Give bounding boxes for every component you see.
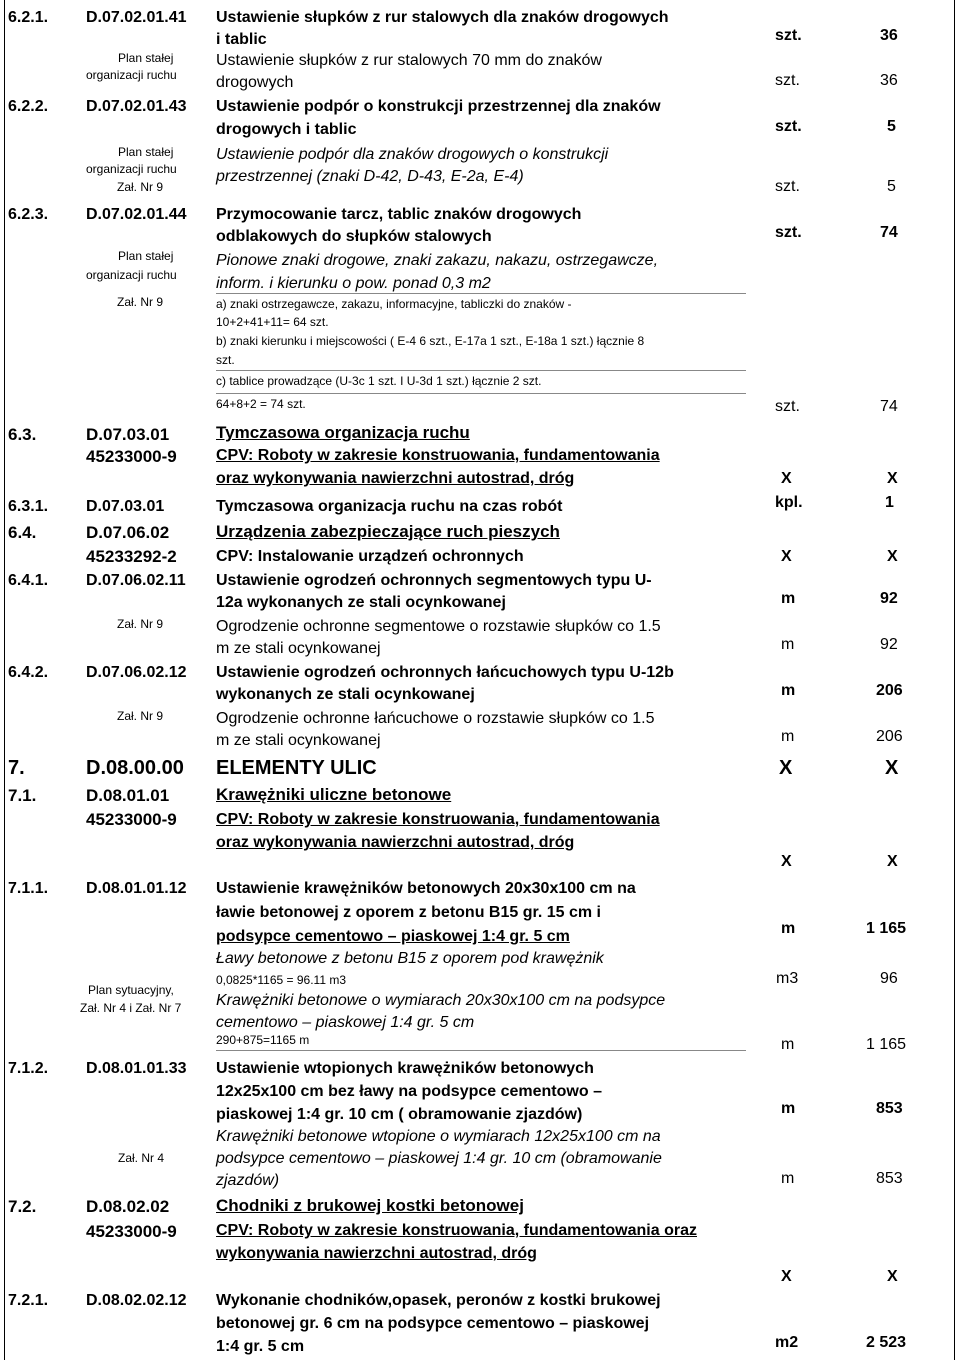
table-cell: szt. xyxy=(775,224,802,241)
table-cell: m xyxy=(781,1036,795,1053)
table-cell: szt. xyxy=(775,27,802,44)
table-cell: X xyxy=(887,853,898,870)
table-cell: m xyxy=(781,728,795,745)
table-cell: 45233000-9 xyxy=(86,1222,177,1241)
table-cell: D.08.02.02 xyxy=(86,1197,170,1216)
table-cell: 45233000-9 xyxy=(86,447,177,466)
table-cell: Zał. Nr 9 xyxy=(117,709,164,723)
table-cell: CPV: Roboty w zakresie konstruowania, fundamentowania xyxy=(216,811,660,828)
table-cell: Ustawienie podpór o konstrukcji przestrzennej dla znaków xyxy=(216,98,661,115)
table-cell: cementowo – piaskowej 1:4 gr. 5 cm xyxy=(216,1014,475,1031)
table-cell: D.07.02.01.43 xyxy=(86,98,187,115)
table-cell: Ustawienie słupków z rur stalowych 70 mm do znaków xyxy=(216,52,602,69)
table-cell: Ustawienie słupków z rur stalowych dla znaków drogowych xyxy=(216,9,669,26)
table-cell: m xyxy=(781,920,796,937)
table-cell: organizacji ruchu xyxy=(86,162,177,176)
table-cell: c) tablice prowadzące (U-3c 1 szt. I U-3d 1 szt.) łącznie 2 szt. xyxy=(216,374,542,388)
table-rule xyxy=(216,370,746,371)
table-cell: Krawężniki betonowe o wymiarach 20x30x100 cm na podsypce xyxy=(216,992,666,1009)
table-cell: szt. xyxy=(775,118,802,135)
table-cell: ELEMENTY ULIC xyxy=(216,757,377,779)
table-cell: Urządzenia zabezpieczające ruch pieszych xyxy=(216,522,560,541)
table-cell: 12a wykonanych ze stali ocynkowanej xyxy=(216,594,506,611)
table-cell: D.07.06.02.12 xyxy=(86,664,187,681)
table-cell: D.07.06.02.11 xyxy=(86,572,186,589)
table-cell: Tymczasowa organizacja ruchu na czas robót xyxy=(216,498,563,515)
table-cell: 74 xyxy=(880,398,898,415)
table-cell: m xyxy=(781,636,795,653)
table-rule xyxy=(216,393,746,394)
table-cell: piaskowej 1:4 gr. 10 cm ( obramowanie zjazdów) xyxy=(216,1106,583,1123)
table-cell: szt. xyxy=(775,178,800,195)
table-cell: 290+875=1165 m xyxy=(216,1033,310,1047)
table-cell: 853 xyxy=(876,1170,903,1187)
table-cell: 6.3. xyxy=(8,425,37,444)
table-cell: 10+2+41+11= 64 szt. xyxy=(216,315,329,329)
table-cell: D.07.02.01.41 xyxy=(86,9,187,26)
table-cell: D.07.06.02 xyxy=(86,523,170,542)
table-cell: 6.3.1. xyxy=(8,498,49,515)
table-cell: 7.2.1. xyxy=(8,1292,49,1309)
table-cell: X xyxy=(779,757,793,779)
table-border-left xyxy=(4,0,5,1360)
table-cell: 7. xyxy=(8,757,25,779)
table-cell: 12x25x100 cm bez ławy na podsypce cementowo – xyxy=(216,1083,602,1100)
table-cell: D.07.02.01.44 xyxy=(86,206,187,223)
table-cell: m xyxy=(781,682,796,699)
table-cell: szt. xyxy=(775,398,800,415)
table-cell: Ustawienie wtopionych krawężników betonowych xyxy=(216,1060,594,1077)
table-rule xyxy=(216,1050,746,1051)
table-border-right xyxy=(954,0,955,1360)
table-cell: Ogrodzenie ochronne segmentowe o rozstawie słupków co 1.5 xyxy=(216,618,661,635)
table-cell: 6.4. xyxy=(8,523,37,542)
table-cell: Krawężniki uliczne betonowe xyxy=(216,785,452,804)
table-cell: oraz wykonywania nawierzchni autostrad, dróg xyxy=(216,470,575,487)
table-cell: drogowych i tablic xyxy=(216,121,357,138)
table-cell: 92 xyxy=(880,636,898,653)
table-cell: 36 xyxy=(880,72,898,89)
table-cell: D.07.03.01 xyxy=(86,425,170,444)
table-cell: Plan stałej xyxy=(118,249,174,263)
table-cell: X xyxy=(781,1268,792,1285)
table-cell: m xyxy=(781,1100,796,1117)
table-cell: 7.1. xyxy=(8,786,37,805)
table-cell: oraz wykonywania nawierzchni autostrad, dróg xyxy=(216,834,575,851)
table-cell: 853 xyxy=(876,1100,903,1117)
table-cell: 1:4 gr. 5 cm xyxy=(216,1338,305,1355)
table-cell: kpl. xyxy=(775,494,803,511)
table-cell: Zał. Nr 9 xyxy=(117,617,164,631)
table-cell: D.08.02.02.12 xyxy=(86,1292,187,1309)
table-cell: m xyxy=(781,590,796,607)
table-cell: 45233000-9 xyxy=(86,810,177,829)
table-cell: Ustawienie krawężników betonowych 20x30x100 cm na xyxy=(216,880,636,897)
table-cell: 6.4.1. xyxy=(8,572,49,589)
table-cell: odblakowych do słupków stalowych xyxy=(216,228,492,245)
table-cell: Plan sytuacyjny, xyxy=(88,983,174,997)
table-cell: 7.2. xyxy=(8,1197,37,1216)
table-cell: Pionowe znaki drogowe, znaki zakazu, nakazu, ostrzegawcze, xyxy=(216,252,659,269)
table-cell: 74 xyxy=(880,224,898,241)
table-cell: 1 165 xyxy=(866,920,907,937)
table-cell: 64+8+2 = 74 szt. xyxy=(216,397,306,411)
table-cell: X xyxy=(887,470,898,487)
table-cell: 206 xyxy=(876,728,903,745)
table-cell: m xyxy=(781,1170,795,1187)
table-cell: szt. xyxy=(216,353,235,367)
table-cell: 5 xyxy=(887,178,896,195)
table-cell: a) znaki ostrzegawcze, zakazu, informacyjne, tabliczki do znaków - xyxy=(216,297,572,311)
table-cell: 5 xyxy=(887,118,896,135)
table-cell: X xyxy=(781,548,792,565)
table-cell: 206 xyxy=(876,682,903,699)
table-cell: 2 523 xyxy=(866,1334,907,1351)
table-cell: CPV: Instalowanie urządzeń ochronnych xyxy=(216,548,524,565)
table-cell: i tablic xyxy=(216,31,267,48)
table-cell: m2 xyxy=(775,1334,799,1351)
table-cell: X xyxy=(887,548,898,565)
table-cell: 1 xyxy=(885,494,894,511)
table-cell: X xyxy=(885,757,899,779)
table-cell: 0,0825*1165 = 96.11 m3 xyxy=(216,973,346,987)
table-cell: Chodniki z brukowej kostki betonowej xyxy=(216,1196,524,1215)
table-cell: przestrzennej (znaki D-42, D-43, E-2a, E-4) xyxy=(216,168,524,185)
table-cell: m3 xyxy=(776,970,799,987)
table-cell: Wykonanie chodników,opasek, peronów z kostki brukowej xyxy=(216,1292,661,1309)
table-cell: X xyxy=(781,853,792,870)
table-cell: 92 xyxy=(880,590,898,607)
table-cell: D.07.03.01 xyxy=(86,498,165,515)
table-cell: CPV: Roboty w zakresie konstruowania, fundamentowania oraz xyxy=(216,1222,697,1239)
table-cell: wykonanych ze stali ocynkowanej xyxy=(216,686,475,703)
table-cell: organizacji ruchu xyxy=(86,68,177,82)
table-cell: X xyxy=(781,470,792,487)
table-cell: Ustawienie podpór dla znaków drogowych o konstrukcji xyxy=(216,146,609,163)
table-cell: D.08.01.01.12 xyxy=(86,880,187,897)
table-cell: wykonywania nawierzchni autostrad, dróg xyxy=(216,1245,537,1262)
table-cell: organizacji ruchu xyxy=(86,268,177,282)
table-cell: m ze stali ocynkowanej xyxy=(216,732,381,749)
table-cell: szt. xyxy=(775,72,800,89)
table-cell: D.08.01.01.33 xyxy=(86,1060,187,1077)
table-cell: CPV: Roboty w zakresie konstruowania, fundamentowania xyxy=(216,447,660,464)
table-cell: Ustawienie ogrodzeń ochronnych łańcuchowych typu U-12b xyxy=(216,664,674,681)
table-cell: b) znaki kierunku i miejscowości ( E-4 6 szt., E-17a 1 szt., E-18a 1 szt.) łącznie 8 xyxy=(216,334,645,348)
table-cell: Tymczasowa organizacja ruchu xyxy=(216,423,470,442)
table-cell: 6.4.2. xyxy=(8,664,49,681)
table-cell: 96 xyxy=(880,970,898,987)
table-cell: Zał. Nr 4 xyxy=(118,1151,165,1165)
table-cell: drogowych xyxy=(216,74,294,91)
table-cell: Krawężniki betonowe wtopione o wymiarach 12x25x100 cm na xyxy=(216,1128,661,1145)
table-cell: podsypce cementowo – piaskowej 1:4 gr. 5 cm xyxy=(216,928,570,945)
table-cell: Zał. Nr 4 i Zał. Nr 7 xyxy=(80,1001,182,1015)
table-cell: podsypce cementowo – piaskowej 1:4 gr. 10 cm (obramowanie xyxy=(216,1150,662,1167)
table-cell: Ogrodzenie ochronne łańcuchowe o rozstawie słupków co 1.5 xyxy=(216,710,655,727)
table-cell: 36 xyxy=(880,27,898,44)
table-cell: 7.1.1. xyxy=(8,880,49,897)
table-cell: Zał. Nr 9 xyxy=(117,180,164,194)
table-cell: X xyxy=(887,1268,898,1285)
table-cell: betonowej gr. 6 cm na podsypce cementowo – piaskowej xyxy=(216,1315,650,1332)
table-cell: Plan stałej xyxy=(118,51,174,65)
table-cell: inform. i kierunku o pow. ponad 0,3 m2 xyxy=(216,275,491,292)
table-cell: Przymocowanie tarcz, tablic znaków drogowych xyxy=(216,206,582,223)
table-cell: Ustawienie ogrodzeń ochronnych segmentowych typu U- xyxy=(216,572,652,589)
table-cell: zjazdów) xyxy=(216,1172,280,1189)
table-cell: Ławy betonowe z betonu B15 z oporem pod krawężnik xyxy=(216,950,604,967)
table-cell: 45233292-2 xyxy=(86,547,177,566)
table-cell: Zał. Nr 9 xyxy=(117,295,164,309)
table-cell: 1 165 xyxy=(866,1036,907,1053)
table-cell: 6.2.3. xyxy=(8,206,49,223)
table-cell: m ze stali ocynkowanej xyxy=(216,640,381,657)
table-cell: Plan stałej xyxy=(118,145,174,159)
table-cell: 6.2.1. xyxy=(8,9,49,26)
table-cell: 7.1.2. xyxy=(8,1060,49,1077)
table-cell: ławie betonowej z oporem z betonu B15 gr. 15 cm i xyxy=(216,904,601,921)
table-cell: 6.2.2. xyxy=(8,98,49,115)
table-cell: D.08.01.01 xyxy=(86,786,170,805)
table-cell: D.08.00.00 xyxy=(86,757,184,779)
